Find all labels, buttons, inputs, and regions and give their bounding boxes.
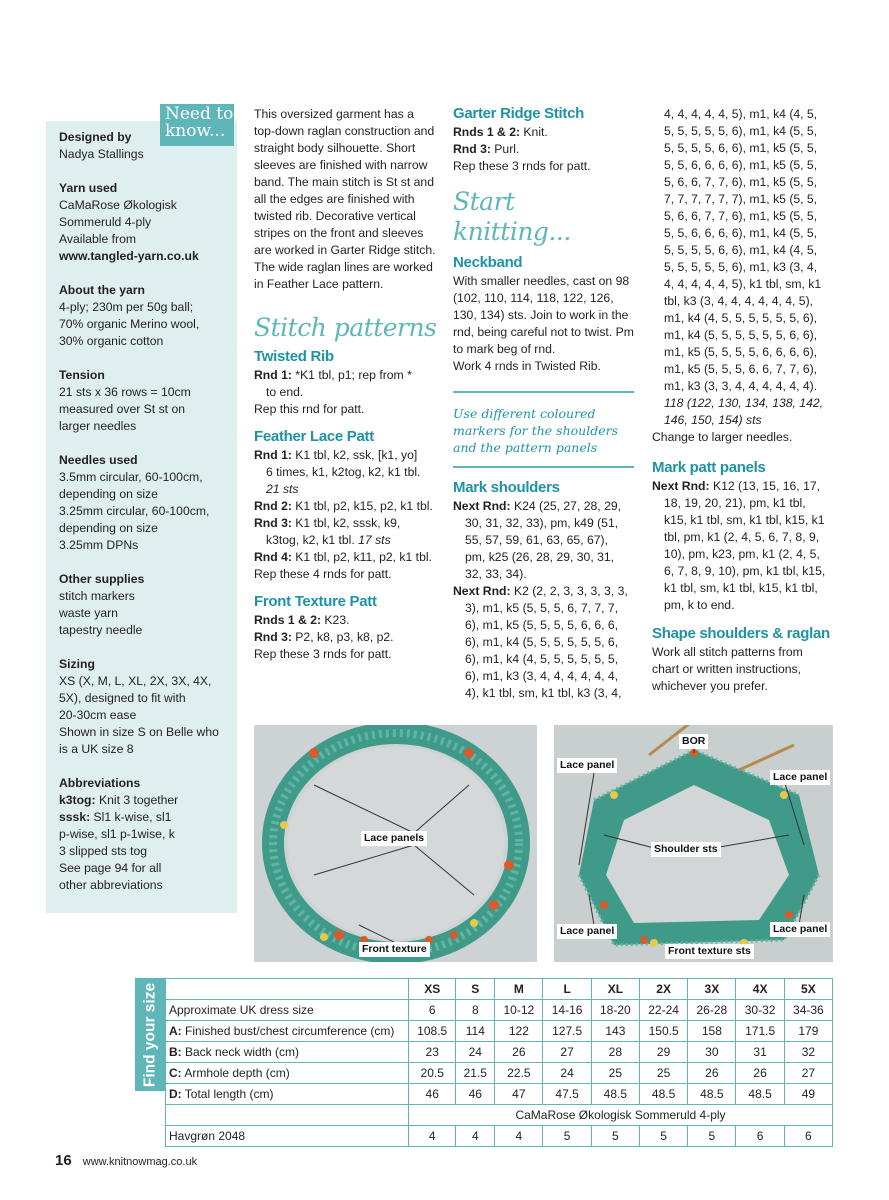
- sidebar-heading: Needles used: [59, 453, 138, 467]
- abbreviation-value: Sl1 k-wise, sl1: [90, 810, 172, 824]
- instruction-line: 32, 33, 34).: [465, 567, 527, 581]
- sidebar-line: larger needles: [59, 419, 137, 433]
- size-row: [166, 1021, 833, 1042]
- yarn-quantity-cell: 6: [736, 1126, 784, 1147]
- instruction-line: 5, 5, 5, 5, 6, 6), m1, k5 (5, 5,: [664, 141, 818, 155]
- instruction-line: m1, k4 (5, 5, 5, 5, 5, 5, 6, 6),: [664, 328, 818, 342]
- sidebar-line: 20-30cm ease: [59, 708, 137, 722]
- neckband-line: Work 4 rnds in Twisted Rib.: [453, 359, 601, 373]
- label-front-texture-sts: Front texture sts: [665, 944, 754, 959]
- instruction-line: pm, k25 (26, 28, 29, 30, 31,: [465, 550, 615, 564]
- size-header-cell: 3X: [688, 979, 736, 1000]
- sidebar-line: measured over St st on: [59, 402, 185, 416]
- instruction-line: 5, 5, 5, 5, 5, 6), m1, k3 (3, 4,: [664, 260, 818, 274]
- size-cell: 26: [736, 1063, 784, 1084]
- size-row-label: [166, 1021, 409, 1042]
- info-sidebar: [46, 121, 237, 913]
- intro-line: straight body silhouette. Short: [254, 141, 416, 155]
- yarn-name-cell: CaMaRose Økologisk Sommeruld 4-ply: [409, 1105, 833, 1126]
- size-cell: 18-20: [591, 1000, 639, 1021]
- label-lace-panel-br: Lace panel: [770, 922, 830, 937]
- size-cell: 27: [784, 1063, 832, 1084]
- size-cell: 32: [784, 1042, 832, 1063]
- sidebar-line: 3 slipped sts tog: [59, 844, 148, 858]
- instruction-line: 55, 57, 59, 61, 63, 65, 67),: [465, 533, 608, 547]
- sidebar-line: Shown in size S on Belle who: [59, 725, 219, 739]
- sidebar-line: stitch markers: [59, 589, 135, 603]
- instruction-line: 6), m1, k4 (5, 5, 5, 5, 5, 5, 6,: [465, 635, 619, 649]
- instruction-line: m1, k5 (5, 5, 5, 6, 6, 7, 7, 6),: [664, 362, 818, 376]
- size-header-cell: XS: [409, 979, 456, 1000]
- sidebar-line: depending on size: [59, 487, 158, 501]
- instruction-line: m1, k3 (3, 3, 4, 4, 4, 4, 4, 4).: [664, 379, 818, 393]
- garter-rnd3: Rnd 3: Purl.: [453, 142, 520, 156]
- yarn-name-blank: [166, 1105, 409, 1126]
- abbreviations: [59, 775, 237, 894]
- size-cell: 48.5: [736, 1084, 784, 1105]
- column-3: [652, 106, 842, 695]
- garter-repeat: Rep these 3 rnds for patt.: [453, 159, 591, 173]
- abbreviation-entry: [59, 809, 237, 826]
- size-cell: 14-16: [543, 1000, 591, 1021]
- size-cell: 10-12: [495, 1000, 543, 1021]
- size-cell: 143: [591, 1021, 639, 1042]
- sidebar-section: [59, 452, 237, 554]
- intro-line: top-down raglan construction and: [254, 124, 435, 138]
- size-cell: 8: [456, 1000, 495, 1021]
- front-repeat: Rep these 3 rnds for patt.: [254, 647, 392, 661]
- tip-line-2: markers for the shoulders: [453, 423, 618, 438]
- garter-rnds12: Rnds 1 & 2: Knit.: [453, 125, 548, 139]
- size-row: [166, 1063, 833, 1084]
- size-row-text: Finished bust/chest circumference (cm): [181, 1023, 395, 1038]
- size-cell: 27: [543, 1042, 591, 1063]
- size-header-blank: [166, 979, 409, 1000]
- size-row-label: [166, 1000, 409, 1021]
- abbreviation-value: Knit 3 together: [95, 793, 179, 807]
- sidebar-heading: Sizing: [59, 657, 95, 671]
- sidebar-line: 3.25mm DPNs: [59, 538, 139, 552]
- size-row-key: C:: [169, 1065, 182, 1080]
- feather-rnd1-count: 21 sts: [266, 482, 299, 496]
- yarn-quantity-cell: 5: [591, 1126, 639, 1147]
- sidebar-line: 5X), designed to fit with: [59, 691, 186, 705]
- intro-line: This oversized garment has a: [254, 107, 414, 121]
- mark-panels-heading: Mark patt panels: [652, 459, 766, 476]
- shape-line: chart or written instructions,: [652, 662, 802, 676]
- photo-raglan: [554, 725, 833, 962]
- sidebar-heading: Other supplies: [59, 572, 145, 586]
- instruction-line: 3), m1, k5 (5, 5, 5, 6, 7, 7, 7,: [465, 601, 619, 615]
- garter-ridge-heading: Garter Ridge Stitch: [453, 105, 584, 122]
- size-cell: 22.5: [495, 1063, 543, 1084]
- size-row: [166, 1084, 833, 1105]
- size-header-cell: 4X: [736, 979, 784, 1000]
- instruction-line: 5, 5, 5, 5, 5, 6), m1, k4 (5, 5,: [664, 124, 818, 138]
- feather-repeat: Rep these 4 rnds for patt.: [254, 567, 392, 581]
- instruction-line: 6), m1, k5 (5, 5, 5, 5, 6, 6, 6,: [465, 618, 619, 632]
- sidebar-content: [59, 129, 237, 894]
- feather-rnd3: Rnd 3: K1 tbl, k2, sssk, k9,: [254, 516, 401, 530]
- size-header-cell: 2X: [639, 979, 687, 1000]
- feather-rnd3-cont: k3tog, k2, k1 tbl. 17 sts: [266, 533, 391, 547]
- size-row: [166, 1042, 833, 1063]
- size-header-cell: S: [456, 979, 495, 1000]
- front-rnds12: Rnds 1 & 2: K23.: [254, 613, 350, 627]
- shape-line: Work all stitch patterns from: [652, 645, 803, 659]
- sidebar-line: is a UK size 8: [59, 742, 134, 756]
- instruction-line: 18, 19, 20, 21), pm, k1 tbl,: [664, 496, 806, 510]
- sidebar-heading: Abbreviations: [59, 776, 141, 790]
- twisted-rib-rnd1: Rnd 1: *K1 tbl, p1; rep from *: [254, 368, 412, 382]
- size-row-text: Approximate UK dress size: [169, 1002, 314, 1017]
- intro-line: stripes on the front and sleeves: [254, 226, 424, 240]
- column-1: [254, 106, 444, 663]
- intro-line: The wide raglan lines are worked: [254, 260, 433, 274]
- size-row-label: [166, 1042, 409, 1063]
- badge-line-2: know...: [165, 121, 226, 141]
- instruction-line: 6), m1, k4 (4, 5, 5, 5, 5, 5, 5,: [465, 652, 619, 666]
- instruction-line: 30, 31, 32, 33), pm, k49 (51,: [465, 516, 619, 530]
- sidebar-section: [59, 180, 237, 265]
- tip-box: [453, 391, 634, 468]
- instruction-line: 4, 4, 4, 4, 4, 5), k1 tbl, sm, k1: [664, 277, 822, 291]
- site-url: www.knitnowmag.co.uk: [82, 1156, 198, 1168]
- label-lace-panel-tl: Lace panel: [557, 758, 617, 773]
- sidebar-line: Sommeruld 4-ply: [59, 215, 152, 229]
- shape-shoulders-heading: Shape shoulders & raglan: [652, 625, 830, 642]
- sidebar-line: 3.5mm circular, 60-100cm,: [59, 470, 203, 484]
- size-cell: 22-24: [639, 1000, 687, 1021]
- mark-shoulders-heading: Mark shoulders: [453, 479, 560, 496]
- sidebar-line: other abbreviations: [59, 878, 163, 892]
- size-header-row: [166, 979, 833, 1000]
- stitch-count-line: 146, 150, 154) sts: [664, 413, 762, 427]
- sidebar-section: [59, 571, 237, 639]
- stitch-count-line: 118 (122, 130, 134, 138, 142,: [664, 396, 824, 410]
- intro-text: [254, 106, 444, 293]
- size-cell: 114: [456, 1021, 495, 1042]
- sidebar-line: 70% organic Merino wool,: [59, 317, 200, 331]
- size-table: [165, 978, 833, 1147]
- size-cell: 20.5: [409, 1063, 456, 1084]
- yarn-name-row: [166, 1105, 833, 1126]
- instruction-line: m1, k5 (5, 5, 5, 5, 6, 6, 6, 6),: [664, 345, 818, 359]
- yarn-quantity-cell: 5: [543, 1126, 591, 1147]
- page-number: 16: [55, 1152, 72, 1169]
- sidebar-line: 3.25mm circular, 60-100cm,: [59, 504, 210, 518]
- instruction-line: tbl, pm, k1 (2, 4, 5, 6, 7, 8, 9,: [664, 530, 820, 544]
- yarn-quantity-cell: 5: [639, 1126, 687, 1147]
- intro-line: band. The main stitch is St st and: [254, 175, 434, 189]
- label-bor: BOR: [679, 734, 708, 749]
- size-cell: 29: [639, 1042, 687, 1063]
- neckband-line: 130, 134) sts. Join to work in the: [453, 308, 629, 322]
- instruction-line: m1, k4 (4, 5, 5, 5, 5, 5, 5, 6),: [664, 311, 818, 325]
- twisted-rib-rnd1-cont: to end.: [266, 385, 304, 399]
- feather-rnd2: Rnd 2: K1 tbl, p2, k15, p2, k1 tbl.: [254, 499, 433, 513]
- neckband-text: [453, 273, 638, 375]
- size-cell: 21.5: [456, 1063, 495, 1084]
- size-cell: 30: [688, 1042, 736, 1063]
- size-row-key: B:: [169, 1044, 182, 1059]
- neckband-line: With smaller needles, cast on 98: [453, 274, 630, 288]
- size-cell: 158: [688, 1021, 736, 1042]
- shoulders-continued: [652, 106, 842, 395]
- size-cell: 6: [409, 1000, 456, 1021]
- neckband-line: (102, 110, 114, 118, 122, 126,: [453, 291, 614, 305]
- size-cell: 26-28: [688, 1000, 736, 1021]
- feather-rnd4: Rnd 4: K1 tbl, p2, k11, p2, k1 tbl.: [254, 550, 432, 564]
- label-lace-panel-tr: Lace panel: [770, 770, 830, 785]
- sidebar-heading: Yarn used: [59, 181, 118, 195]
- size-header-cell: 5X: [784, 979, 832, 1000]
- size-cell: 46: [409, 1084, 456, 1105]
- size-cell: 122: [495, 1021, 543, 1042]
- feather-lace-heading: Feather Lace Patt: [254, 428, 374, 445]
- stitch-count: [652, 395, 842, 429]
- size-cell: 30-32: [736, 1000, 784, 1021]
- shape-line: whichever you prefer.: [652, 679, 768, 693]
- size-row-key: D:: [169, 1086, 182, 1101]
- yarn-quantity-cell: 4: [456, 1126, 495, 1147]
- size-cell: 31: [736, 1042, 784, 1063]
- size-cell: 150.5: [639, 1021, 687, 1042]
- size-row-text: Back neck width (cm): [181, 1044, 300, 1059]
- size-cell: 34-36: [784, 1000, 832, 1021]
- size-cell: 179: [784, 1021, 832, 1042]
- twisted-rib-heading: Twisted Rib: [254, 348, 334, 365]
- instruction-line: 4, 4, 4, 4, 4, 5), m1, k4 (4, 5,: [664, 107, 818, 121]
- change-needles: Change to larger needles.: [652, 430, 793, 444]
- instruction-line: k15, k1 tbl, sm, k1 tbl, k15, k1: [664, 513, 825, 527]
- size-row-label: [166, 1084, 409, 1105]
- yarn-quantity-cell: 4: [495, 1126, 543, 1147]
- mark-shoulders-next2: Next Rnd: K2 (2, 2, 3, 3, 3, 3, 3,: [453, 584, 628, 598]
- instruction-line: k1 tbl, sm, k1 tbl, k15, k1 tbl,: [664, 581, 818, 595]
- yarn-quantity-cell: 5: [688, 1126, 736, 1147]
- instruction-line: 10), pm, k23, pm, k1 (2, 4, 5,: [664, 547, 820, 561]
- sidebar-section: [59, 656, 237, 758]
- abbreviation-key: k3tog:: [59, 793, 96, 807]
- instruction-line: pm, k to end.: [664, 598, 735, 612]
- sidebar-line: waste yarn: [59, 606, 118, 620]
- size-cell: 48.5: [688, 1084, 736, 1105]
- size-row-label: [166, 1063, 409, 1084]
- mark-shoulders-next1: Next Rnd: K24 (25, 27, 28, 29,: [453, 499, 622, 513]
- intro-line: sleeves are finished with narrow: [254, 158, 428, 172]
- size-row-text: Armhole depth (cm): [181, 1065, 290, 1080]
- front-texture-heading: Front Texture Patt: [254, 593, 377, 610]
- stitch-patterns-heading: Stitch patterns: [254, 313, 437, 342]
- size-cell: 171.5: [736, 1021, 784, 1042]
- mark-shoulders-next1-cont: [453, 515, 638, 583]
- sidebar-line: See page 94 for all: [59, 861, 162, 875]
- need-to-know-badge: [160, 104, 234, 146]
- size-cell: 23: [409, 1042, 456, 1063]
- sidebar-line: depending on size: [59, 521, 158, 535]
- sidebar-line: 4-ply; 230m per 50g ball;: [59, 300, 194, 314]
- instruction-line: 4), k1 tbl, sm, k1 tbl, k3 (3, 4,: [465, 686, 622, 700]
- instruction-line: 5, 6, 6, 7, 7, 6), m1, k5 (5, 5,: [664, 209, 818, 223]
- size-cell: 127.5: [543, 1021, 591, 1042]
- instruction-line: 5, 6, 6, 7, 7, 6), m1, k5 (5, 5,: [664, 175, 818, 189]
- yarn-colour-label: Havgrøn 2048: [166, 1126, 409, 1147]
- size-cell: 47.5: [543, 1084, 591, 1105]
- intro-line: all the edges are finished with: [254, 192, 415, 206]
- twisted-rib-repeat: Rep this rnd for patt.: [254, 402, 365, 416]
- sidebar-line: 30% organic cotton: [59, 334, 164, 348]
- size-header-cell: XL: [591, 979, 639, 1000]
- size-cell: 28: [591, 1042, 639, 1063]
- size-cell: 47: [495, 1084, 543, 1105]
- yarn-quantity-cell: 6: [784, 1126, 832, 1147]
- neckband-heading: Neckband: [453, 254, 523, 271]
- sidebar-line: XS (X, M, L, XL, 2X, 3X, 4X,: [59, 674, 212, 688]
- sidebar-heading: About the yarn: [59, 283, 145, 297]
- size-row-key: A:: [169, 1023, 182, 1038]
- size-cell: 26: [495, 1042, 543, 1063]
- size-row: [166, 1000, 833, 1021]
- column-2: [453, 104, 638, 702]
- label-lace-panel-bl: Lace panel: [557, 924, 617, 939]
- intro-line: are worked in Garter Ridge stitch.: [254, 243, 436, 257]
- sidebar-line: tapestry needle: [59, 623, 143, 637]
- size-cell: 26: [688, 1063, 736, 1084]
- size-row-text: Total length (cm): [181, 1086, 274, 1101]
- sidebar-section: [59, 282, 237, 350]
- instruction-line: 5, 5, 5, 5, 6, 6), m1, k4 (4, 5,: [664, 243, 818, 257]
- sidebar-link: www.tangled-yarn.co.uk: [59, 249, 199, 263]
- yarn-quantity-cell: 4: [409, 1126, 456, 1147]
- neckband-line: to mark beg of rnd.: [453, 342, 556, 356]
- sidebar-heading: Designed by: [59, 130, 132, 144]
- label-shoulder-sts: Shoulder sts: [651, 842, 721, 857]
- mark-panels-cont: [652, 495, 842, 614]
- yarn-quantity-row: [166, 1126, 833, 1147]
- instruction-line: 6, 7, 8, 9, 10), pm, k1 tbl, k15,: [664, 564, 826, 578]
- label-front-texture: Front texture: [359, 942, 430, 957]
- sidebar-line: p-wise, sl1 p-1wise, k: [59, 827, 175, 841]
- sidebar-line: Nadya Stallings: [59, 147, 144, 161]
- size-cell: 108.5: [409, 1021, 456, 1042]
- size-cell: 46: [456, 1084, 495, 1105]
- size-cell: 48.5: [639, 1084, 687, 1105]
- size-cell: 25: [639, 1063, 687, 1084]
- abbreviation-key: sssk:: [59, 810, 91, 824]
- feather-rnd1: Rnd 1: K1 tbl, k2, ssk, [k1, yo]: [254, 448, 418, 462]
- size-cell: 48.5: [591, 1084, 639, 1105]
- tip-line-3: and the pattern panels: [453, 440, 598, 455]
- abbreviation-entry: [59, 792, 237, 809]
- neckband-line: rnd, being careful not to twist. Pm: [453, 325, 634, 339]
- feather-rnd1-cont: 6 times, k1, k2tog, k2, k1 tbl.: [266, 465, 421, 479]
- size-header-cell: L: [543, 979, 591, 1000]
- intro-line: in Feather Lace pattern.: [254, 277, 384, 291]
- instruction-line: 7, 7, 7, 7, 7, 7), m1, k5 (5, 5,: [664, 192, 818, 206]
- size-cell: 49: [784, 1084, 832, 1105]
- size-cell: 24: [543, 1063, 591, 1084]
- instruction-line: tbl, k3 (3, 4, 4, 4, 4, 4, 4, 5),: [664, 294, 814, 308]
- badge-line-1: Need to: [165, 104, 234, 124]
- size-cell: 25: [591, 1063, 639, 1084]
- sidebar-line: CaMaRose Økologisk: [59, 198, 177, 212]
- find-your-size-text: Find your size: [141, 982, 159, 1087]
- size-cell: 24: [456, 1042, 495, 1063]
- mark-panels-next: Next Rnd: K12 (13, 15, 16, 17,: [652, 479, 821, 493]
- instruction-line: 5, 5, 6, 6, 6, 6), m1, k5 (5, 5,: [664, 158, 818, 172]
- page-footer: [55, 1152, 197, 1171]
- shape-shoulders-text: [652, 644, 842, 695]
- photo-neckband: [254, 725, 537, 962]
- sidebar-line: 21 sts x 36 rows = 10cm: [59, 385, 191, 399]
- mark-shoulders-next2-cont: [453, 600, 638, 702]
- start-knitting-heading: Start knitting...: [453, 187, 571, 246]
- sidebar-section: [59, 367, 237, 435]
- sidebar-line: Available from: [59, 232, 136, 246]
- find-your-size-label: [135, 978, 165, 1091]
- instruction-line: 6), m1, k3 (3, 4, 4, 4, 4, 4, 4,: [465, 669, 619, 683]
- label-lace-panels: Lace panels: [361, 831, 427, 846]
- front-rnd3: Rnd 3: P2, k8, p3, k8, p2.: [254, 630, 394, 644]
- intro-line: twisted rib. Decorative vertical: [254, 209, 416, 223]
- size-header-cell: M: [495, 979, 543, 1000]
- sidebar-heading: Tension: [59, 368, 105, 382]
- instruction-line: 5, 5, 6, 6, 6, 6), m1, k4 (5, 5,: [664, 226, 818, 240]
- tip-line-1: Use different coloured: [453, 406, 596, 421]
